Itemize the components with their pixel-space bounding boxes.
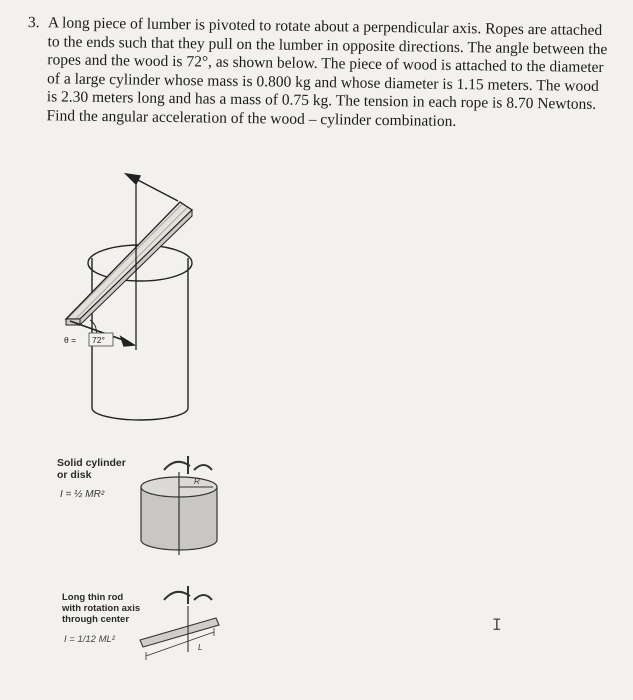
angle-theta-label: θ = (64, 335, 77, 345)
small-solid-cylinder (141, 472, 217, 555)
top-rope-arrow (126, 174, 178, 201)
problem-number: 3. (27, 14, 40, 32)
cylinder-title-line2: or disk (57, 469, 92, 481)
radius-label: R (194, 477, 200, 486)
thin-rod (140, 606, 219, 660)
rod-title-line2: with rotation axis (62, 603, 141, 614)
rotation-arrow-icon (164, 456, 212, 474)
rod-length-label: L (198, 643, 203, 652)
rod-title-line3: through center (62, 614, 130, 625)
lumber-plank (66, 202, 192, 325)
cylinder-formula: I = ½ MR² (60, 489, 105, 500)
rod-title-line1: Long thin rod (62, 592, 124, 603)
text-cursor: I (492, 615, 502, 634)
rod-formula: I = 1/12 ML² (64, 634, 115, 645)
problem-text: A long piece of lumber is pivoted to rotate about a perpendicular axis. Ropes are attached to the ends such that they pull on the lumber in opposite directions. The angle between the ropes and the wood is 72°, as shown below. The piece of wood is attached to the diameter of a large cylinder whose mass is 0.800 kg and whose diameter is 1.15 meters. The wood is 2.30 meters long and has a mass of 0.75 kg. The tension in each rope is 8.70 Newtons. Find the angular acceleration of the wood – cylinder combination. (46, 14, 608, 130)
angle-value-label: 72° (92, 335, 105, 345)
cylinder-title-line1: Solid cylinder (57, 457, 126, 469)
rod-rotation-arrow-icon (164, 586, 212, 604)
